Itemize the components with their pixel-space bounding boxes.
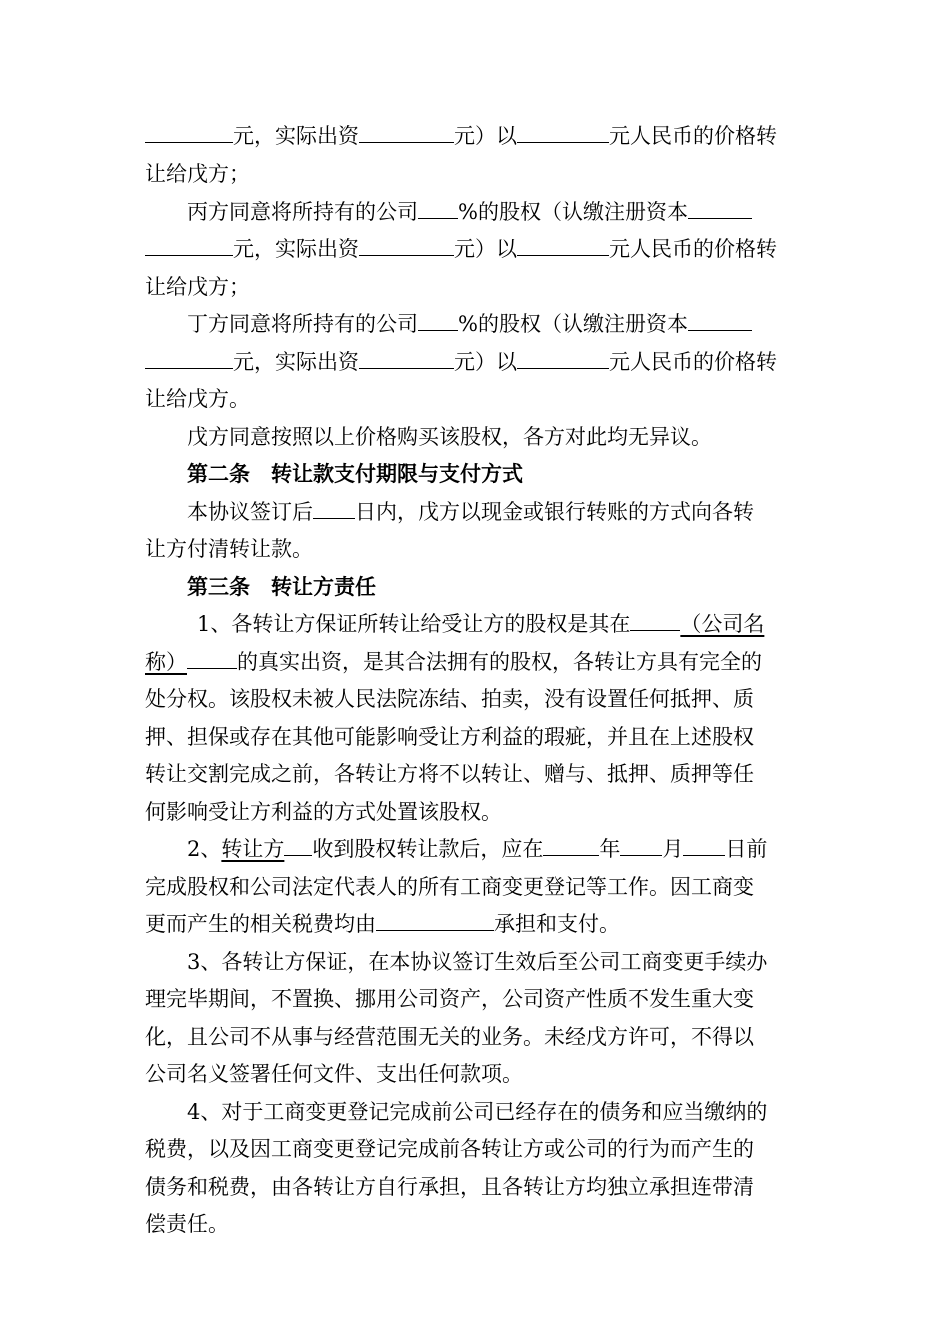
fill-blank bbox=[543, 835, 599, 856]
text-line: 丁方同意将所持有的公司 %的股权（认缴注册资本 bbox=[187, 309, 852, 339]
underlined-text: （公司名 bbox=[680, 612, 765, 636]
text-line: 公司名义签署任何文件、支出任何款项。 bbox=[145, 1062, 523, 1086]
text-line: 化，且公司不从事与经营范围无关的业务。未经戊方许可，不得以 bbox=[145, 1025, 754, 1049]
fill-blank bbox=[359, 122, 454, 143]
fill-blank bbox=[418, 310, 458, 331]
text-line: 处分权。该股权未被人民法院冻结、拍卖，没有设置任何抵押、质 bbox=[145, 687, 754, 711]
fill-blank bbox=[517, 235, 609, 256]
fill-blank bbox=[418, 198, 458, 219]
text-line: 完成股权和公司法定代表人的所有工商变更登记等工作。因工商变 bbox=[145, 875, 754, 899]
text-line: 4、对于工商变更登记完成前公司已经存在的债务和应当缴纳的 bbox=[187, 1100, 768, 1124]
fill-blank bbox=[145, 348, 233, 369]
text-line: 债务和税费，由各转让方自行承担，且各转让方均独立承担连带清 bbox=[145, 1175, 754, 1199]
text-line: 理完毕期间，不置换、挪用公司资产，公司资产性质不发生重大变 bbox=[145, 987, 754, 1011]
fill-blank bbox=[145, 235, 233, 256]
section-heading: 第二条 转让款支付期限与支付方式 bbox=[187, 461, 523, 486]
section-heading: 第三条 转让方责任 bbox=[187, 574, 376, 599]
fill-blank bbox=[630, 610, 680, 631]
fill-blank bbox=[284, 835, 312, 856]
fill-blank bbox=[688, 198, 752, 219]
text-line: 押、担保或存在其他可能影响受让方利益的瑕疵，并且在上述股权 bbox=[145, 725, 754, 749]
text-line: 戊方同意按照以上价格购买该股权，各方对此均无异议。 bbox=[187, 425, 712, 449]
fill-blank bbox=[620, 835, 662, 856]
fill-blank bbox=[359, 348, 454, 369]
text-line: 转让交割完成之前，各转让方将不以转让、赠与、抵押、质押等任 bbox=[145, 762, 754, 786]
text-line: 税费，以及因工商变更登记完成前各转让方或公司的行为而产生的 bbox=[145, 1137, 754, 1161]
fill-blank bbox=[313, 498, 355, 519]
text-line: 元，实际出资 元）以 元人民币的价格转 bbox=[145, 347, 810, 377]
fill-blank bbox=[517, 348, 609, 369]
fill-blank bbox=[187, 648, 237, 669]
text-line: 让给戊方。 bbox=[145, 387, 250, 411]
text-line: 元，实际出资 元）以 元人民币的价格转 bbox=[145, 121, 810, 151]
fill-blank bbox=[688, 310, 752, 331]
text-line: 何影响受让方利益的方式处置该股权。 bbox=[145, 800, 502, 824]
fill-blank bbox=[145, 122, 233, 143]
text-line: 偿责任。 bbox=[145, 1212, 229, 1236]
text-line: 称） 的真实出资，是其合法拥有的股权，各转让方具有完全的 bbox=[145, 650, 762, 674]
underlined-text: 转让方 bbox=[221, 837, 285, 861]
text-line: 元，实际出资 元）以 元人民币的价格转 bbox=[145, 234, 810, 264]
fill-blank bbox=[683, 835, 725, 856]
fill-blank bbox=[376, 910, 494, 931]
fill-blank bbox=[517, 122, 609, 143]
text-line: 让给戊方； bbox=[145, 162, 250, 186]
text-line: 1、各转让方保证所转让给受让方的股权是其在 （公司名 bbox=[197, 612, 765, 636]
text-line: 让给戊方； bbox=[145, 275, 250, 299]
text-line: 3、各转让方保证，在本协议签订生效后至公司工商变更手续办 bbox=[187, 950, 768, 974]
text-line: 更而产生的相关税费均由 承担和支付。 bbox=[145, 912, 620, 936]
fill-blank bbox=[359, 235, 454, 256]
text-line: 2、转让方 收到股权转让款后，应在 年 月 日前 bbox=[187, 837, 768, 861]
text-line: 丙方同意将所持有的公司 %的股权（认缴注册资本 bbox=[187, 197, 852, 227]
underlined-text: 称） bbox=[145, 650, 187, 674]
text-line: 本协议签订后 日内，戊方以现金或银行转账的方式向各转 bbox=[187, 500, 754, 524]
text-line: 让方付清转让款。 bbox=[145, 537, 313, 561]
